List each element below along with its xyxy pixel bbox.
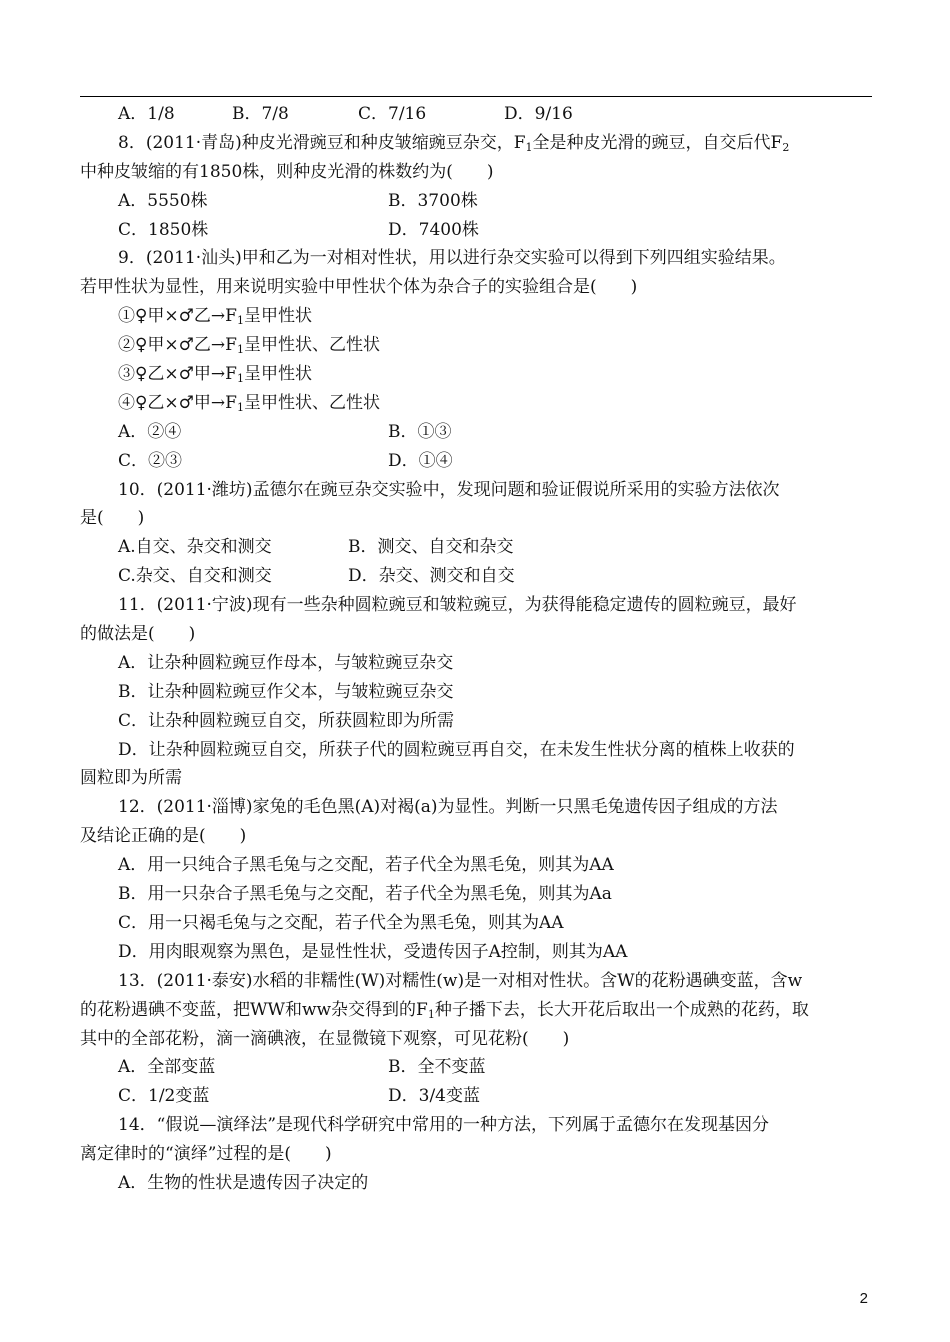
q10-option-b: B．测交、自交和杂交: [348, 537, 514, 558]
q13-stem-line-1: 13．(2011·泰安)水稻的非糯性(W)对糯性(w)是一对相对性状。含W的花粉遇碘变蓝，含w: [118, 970, 803, 991]
q12-option-c: C．用一只褐毛兔与之交配，若子代全为黑毛兔，则其为AA: [118, 912, 564, 933]
q12-stem-line-1: 12．(2011·淄博)家兔的毛色黑(A)对褐(a)为显性。判断一只黑毛兔遗传因子组成的方法: [118, 797, 778, 818]
q13-options-ab: [80, 1053, 872, 1082]
q10-option-c: C.杂交、自交和测交: [118, 566, 272, 587]
q8-option-c: C．1850株: [118, 219, 209, 240]
q10-option-a: A.自交、杂交和测交: [118, 537, 272, 558]
q9-option-d: D．①④: [388, 450, 453, 471]
q9-option-c: C．②③: [118, 450, 183, 471]
q7-options: [80, 100, 872, 129]
document-page: [80, 100, 872, 1198]
q11-option-a: A．让杂种圆粒豌豆作母本，与皱粒豌豆杂交: [118, 652, 454, 673]
q8-option-b: B．3700株: [388, 190, 478, 211]
q7-option-b: B．7/8: [232, 104, 289, 124]
q8-stem-line-1: 8．(2011·青岛)种皮光滑豌豆和种皮皱缩豌豆杂交，$F_1$全是种皮光滑的豌豆，自交后代$F_2$: [118, 132, 790, 154]
q11-stem-line-2: 的做法是( ): [80, 624, 196, 645]
q14-stem-line-2: 离定律时的“演绎”过程的是( ): [80, 1144, 332, 1165]
q8-option-a: A．5550株: [118, 190, 208, 211]
q8-options-cd: [80, 216, 872, 245]
q13-options-cd: [80, 1082, 872, 1111]
q9-cross-4: ④♀乙×♂甲$\to F_1$呈甲性状、乙性状: [118, 392, 380, 414]
q10-options-ab: [80, 533, 872, 562]
q13-stem-line-2: 的花粉遇碘不变蓝，把WW和ww杂交得到的$F_1$种子播下去，长大开花后取出一个成熟的花药，取: [80, 999, 809, 1021]
q12-option-d: D．用肉眼观察为黑色，是显性性状，受遗传因子A控制，则其为AA: [118, 941, 628, 962]
q13-option-b: B．全不变蓝: [388, 1057, 486, 1078]
q11-option-d-line-2: 圆粒即为所需: [80, 768, 182, 789]
q12-option-a: A．用一只纯合子黑毛兔与之交配，若子代全为黑毛兔，则其为AA: [118, 855, 614, 876]
q7-option-a: A．1/8: [118, 104, 175, 124]
q9-stem-line-1: 9．(2011·汕头)甲和乙为一对相对性状，用以进行杂交实验可以得到下列四组实验结果。: [118, 248, 786, 269]
q13-option-a: A．全部变蓝: [118, 1057, 216, 1078]
q14-option-a: A．生物的性状是遗传因子决定的: [118, 1172, 369, 1193]
q9-cross-2: ②♀甲×♂乙$\to F_1$呈甲性状、乙性状: [118, 335, 380, 357]
q7-option-c: C．7/16: [358, 104, 427, 124]
q9-cross-1: ①♀甲×♂乙$\to F_1$呈甲性状: [118, 306, 312, 328]
q9-options-cd: [80, 447, 872, 476]
page-number: 2: [859, 1290, 868, 1307]
q9-cross-3: ③♀乙×♂甲$\to F_1$呈甲性状: [118, 364, 312, 386]
q8-option-d: D．7400株: [388, 219, 479, 240]
q12-option-b: B．用一只杂合子黑毛兔与之交配，若子代全为黑毛兔，则其为Aa: [118, 884, 612, 905]
q10-stem-line-1: 10．(2011·潍坊)孟德尔在豌豆杂交实验中，发现问题和验证假说所采用的实验方法依次: [118, 479, 780, 500]
q11-stem-line-1: 11．(2011·宁波)现有一些杂种圆粒豌豆和皱粒豌豆，为获得能稳定遗传的圆粒豌豆，最好: [118, 595, 797, 616]
q11-option-d-line-1: D．让杂种圆粒豌豆自交，所获子代的圆粒豌豆再自交，在未发生性状分离的植株上收获的: [118, 739, 795, 760]
q8-options-ab: [80, 187, 872, 216]
q9-options-ab: [80, 418, 872, 447]
q11-option-b: B．让杂种圆粒豌豆作父本，与皱粒豌豆杂交: [118, 681, 454, 702]
header-rule: [80, 96, 872, 97]
q10-stem-line-2: 是( ): [80, 508, 145, 529]
q7-option-d: D．9/16: [504, 104, 573, 124]
q13-option-c: C．1/2变蓝: [118, 1086, 210, 1107]
q12-stem-line-2: 及结论正确的是( ): [80, 826, 247, 847]
q8-stem-line-2: 中种皮皱缩的有1850株，则种皮光滑的株数约为( ): [80, 161, 494, 182]
q14-stem-line-1: 14．“假说—演绎法”是现代科学研究中常用的一种方法，下列属于孟德尔在发现基因分: [118, 1115, 770, 1136]
q9-stem-line-2: 若甲性状为显性，用来说明实验中甲性状个体为杂合子的实验组合是( ): [80, 277, 638, 298]
q9-option-a: A．②④: [118, 421, 182, 442]
q10-option-d: D．杂交、测交和自交: [348, 566, 515, 587]
q13-stem-line-3: 其中的全部花粉，滴一滴碘液，在显微镜下观察，可见花粉( ): [80, 1028, 570, 1049]
q13-option-d: D．3/4变蓝: [388, 1086, 480, 1107]
q9-option-b: B．①③: [388, 421, 452, 442]
q10-options-cd: [80, 562, 872, 591]
q11-option-c: C．让杂种圆粒豌豆自交，所获圆粒即为所需: [118, 710, 455, 731]
